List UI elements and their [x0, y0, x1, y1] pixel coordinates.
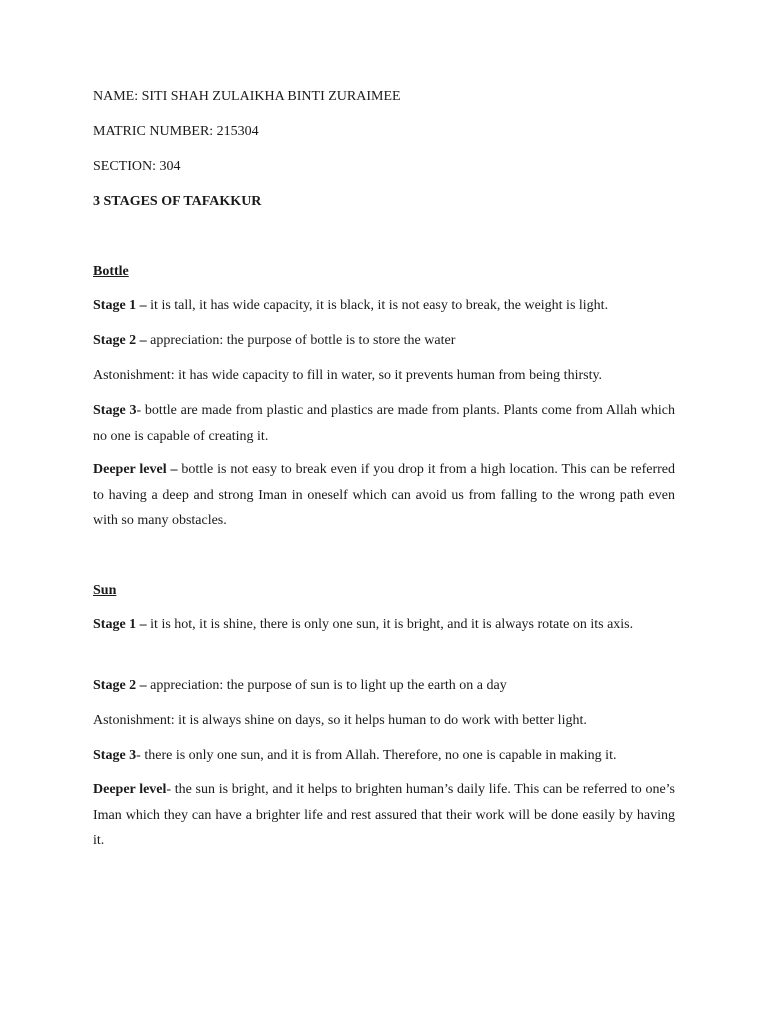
- sun-heading: Sun: [93, 583, 117, 598]
- sun-stage-3: [93, 743, 675, 769]
- sun-stage-2: [93, 673, 675, 699]
- sun-stage-1-label: Stage 1 –: [93, 617, 147, 632]
- bottle-heading: Bottle: [93, 264, 129, 279]
- bottle-stage-2-label: Stage 2 –: [93, 333, 147, 348]
- bottle-deeper-text: bottle is not easy to break even if you drop it from a high location. This can be referred to having a deep and strong Iman in oneself which can avoid us from falling to the wrong path even with so many obstacles.: [93, 462, 675, 528]
- matric-number: MATRIC NUMBER: 215304: [93, 124, 259, 139]
- bottle-stage-3-text: - bottle are made from plastic and plastics are made from plants. Plants come from Allah which no one is capable of creating it.: [93, 403, 675, 444]
- sun-stage-2-label: Stage 2 –: [93, 678, 147, 693]
- section: SECTION: 304: [93, 159, 181, 174]
- bottle-stage-3-label: Stage 3: [93, 403, 137, 418]
- sun-stage-3-text: - there is only one sun, and it is from Allah. Therefore, no one is capable in making it.: [136, 748, 617, 763]
- sun-deeper-label: Deeper level: [93, 782, 167, 797]
- sun-astonishment: Astonishment: it is always shine on days, so it helps human to do work with better light.: [93, 713, 587, 728]
- bottle-stage-3: [93, 398, 675, 449]
- bottle-stage-2-text: appreciation: the purpose of bottle is to store the water: [146, 333, 456, 348]
- document-title: 3 STAGES OF TAFAKKUR: [93, 194, 262, 209]
- document-page: [93, 0, 675, 1024]
- bottle-stage-1-text: it is tall, it has wide capacity, it is black, it is not easy to break, the weight is light.: [146, 298, 609, 313]
- sun-stage-1-text: it is hot, it is shine, there is only one sun, it is bright, and it is always rotate on its axis.: [146, 617, 634, 632]
- sun-stage-2-text: appreciation: the purpose of sun is to light up the earth on a day: [146, 678, 507, 693]
- bottle-stage-1: [93, 293, 675, 319]
- student-name: NAME: SITI SHAH ZULAIKHA BINTI ZURAIMEE: [93, 89, 401, 104]
- bottle-deeper-label: Deeper level –: [93, 462, 178, 477]
- bottle-stage-1-label: Stage 1 –: [93, 298, 147, 313]
- sun-deeper-level: [93, 777, 675, 854]
- bottle-astonishment: Astonishment: it has wide capacity to fill in water, so it prevents human from being thirsty.: [93, 368, 603, 383]
- sun-deeper-text: - the sun is bright, and it helps to brighten human’s daily life. This can be referred to one’s Iman which they can have a brighter life and rest assured that their work will be done easily by having it.: [93, 782, 675, 848]
- bottle-stage-2: [93, 328, 675, 354]
- bottle-deeper-level: [93, 457, 675, 534]
- sun-stage-3-label: Stage 3: [93, 748, 137, 763]
- sun-stage-1: [93, 612, 675, 638]
